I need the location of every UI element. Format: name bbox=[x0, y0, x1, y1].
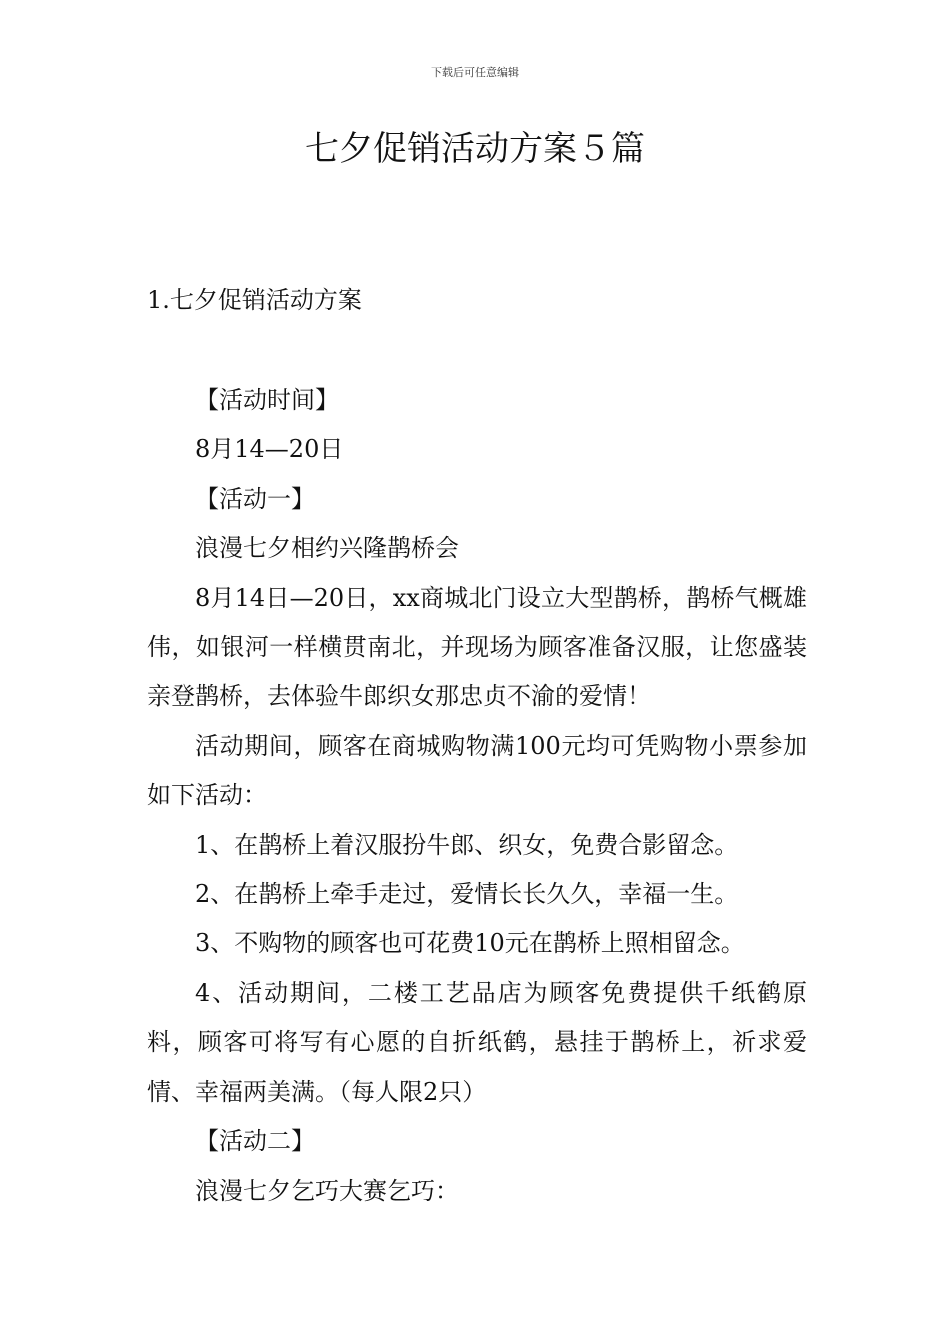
section-heading: 1.七夕促销活动方案 bbox=[147, 286, 362, 314]
paragraph-activity-two-title: 浪漫七夕乞巧大赛乞巧： bbox=[195, 1176, 459, 1205]
paragraph-activity-two-label: 【活动二】 bbox=[195, 1127, 315, 1156]
body-text bbox=[147, 376, 807, 1216]
list-item-2: 2、在鹊桥上牵手走过，爱情长长久久，幸福一生。 bbox=[195, 880, 739, 909]
list-item-4: 4、活动期间，二楼工艺品店为顾客免费提供千纸鹤原料，顾客可将写有心愿的自折纸鹤，悬挂于鹊桥上，祈求爱情、幸福两美满。（每人限2只） bbox=[147, 978, 807, 1106]
list-item-3: 3、不购物的顾客也可花费10元在鹊桥上照相留念。 bbox=[195, 929, 745, 958]
paragraph-activity-one-description: 8月14日—20日，xx商城北门设立大型鹊桥，鹊桥气概雄伟，如银河一样横贯南北，并现场为顾客准备汉服，让您盛装亲登鹊桥，去体验牛郎织女那忠贞不渝的爱情！ bbox=[147, 583, 807, 711]
document-title: 七夕促销活动方案５篇 bbox=[305, 129, 645, 169]
header-note: 下载后可任意编辑 bbox=[431, 66, 519, 79]
paragraph-activity-dates: 8月14—20日 bbox=[195, 435, 344, 464]
list-item-1: 1、在鹊桥上着汉服扮牛郎、织女，免费合影留念。 bbox=[195, 830, 739, 859]
paragraph-activity-time-label: 【活动时间】 bbox=[195, 386, 339, 414]
paragraph-purchase-condition: 活动期间，顾客在商城购物满100元均可凭购物小票参加如下活动： bbox=[147, 731, 807, 810]
paragraph-activity-one-label: 【活动一】 bbox=[195, 484, 315, 513]
paragraph-activity-one-title: 浪漫七夕相约兴隆鹊桥会 bbox=[195, 534, 459, 563]
